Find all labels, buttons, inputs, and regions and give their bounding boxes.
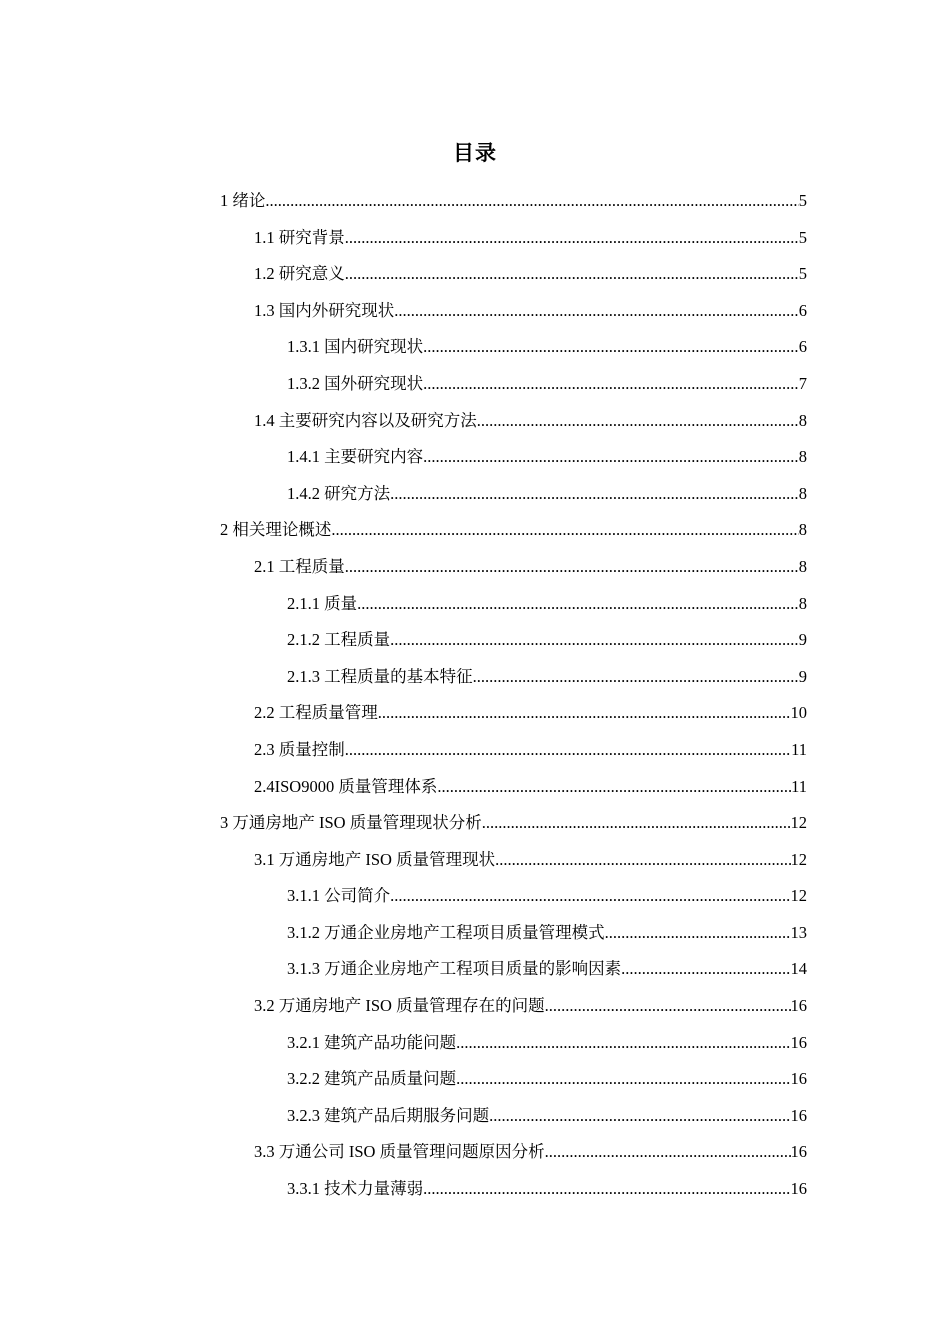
toc-entry-page-number: 8 [798, 410, 807, 430]
toc-entry-title: 3.1.2 万通企业房地产工程项目质量管理模式 [287, 922, 605, 942]
toc-entry-title: 2.4ISO9000 质量管理体系 [254, 776, 438, 796]
dot-leader [378, 695, 791, 732]
toc-entry[interactable] [220, 695, 807, 732]
toc-entry-page-number: 5 [798, 191, 807, 210]
dot-leader [357, 586, 799, 623]
toc-entry-page-number: 16 [790, 1069, 807, 1089]
dot-leader [345, 732, 791, 769]
toc-entry[interactable] [220, 366, 807, 403]
dot-leader [331, 512, 798, 549]
toc-entry-page-number: 16 [790, 1105, 807, 1125]
toc-entry[interactable] [220, 1061, 807, 1098]
toc-entry-page-number: 8 [798, 520, 807, 540]
toc-entry-page-number: 11 [791, 776, 807, 796]
toc-entry-title: 3 万通房地产 ISO 质量管理现状分析 [220, 813, 482, 833]
toc-entry[interactable] [220, 769, 807, 806]
toc-entry-title: 3.2.3 建筑产品后期服务问题 [287, 1105, 490, 1125]
dot-leader [456, 1025, 790, 1062]
dot-leader [482, 805, 791, 842]
toc-entry-page-number: 6 [798, 300, 807, 320]
dot-leader [621, 951, 790, 988]
toc-entry-title: 3.1 万通房地产 ISO 质量管理现状 [254, 849, 496, 869]
dot-leader [423, 329, 799, 366]
toc-entry[interactable] [220, 988, 807, 1025]
toc-title: 目录 [453, 141, 497, 165]
toc-entry-title: 1.4.1 主要研究内容 [287, 447, 424, 467]
toc-entry-title: 1.3 国内外研究现状 [254, 300, 395, 320]
toc-entry[interactable] [220, 329, 807, 366]
toc-entry-page-number: 6 [798, 337, 807, 357]
toc-entry[interactable] [220, 256, 807, 293]
toc-entry-page-number: 16 [790, 1142, 807, 1162]
toc-entry-title: 2.1.1 质量 [287, 593, 358, 613]
dot-leader [394, 293, 799, 330]
toc-entry[interactable] [220, 1171, 807, 1208]
toc-entry-title: 1.3.1 国内研究现状 [287, 337, 424, 357]
dot-leader [345, 256, 799, 293]
toc-entry-page-number: 13 [790, 922, 807, 942]
toc-entry-page-number: 9 [798, 666, 807, 686]
toc-entry-page-number: 5 [798, 264, 807, 284]
dot-leader [423, 1171, 790, 1208]
toc-entry-title: 1 绪论 [220, 191, 266, 210]
dot-leader [390, 878, 790, 915]
toc-entry-page-number: 8 [798, 593, 807, 613]
toc-entry[interactable] [220, 403, 807, 440]
dot-leader [477, 403, 799, 440]
dot-leader [390, 476, 799, 513]
toc-entry[interactable] [220, 1025, 807, 1062]
toc-entry-title: 3.3.1 技术力量薄弱 [287, 1179, 424, 1199]
dot-leader [423, 439, 799, 476]
toc-entry[interactable] [220, 1134, 807, 1171]
toc-entry[interactable] [220, 476, 807, 513]
toc-entry-title: 2.2 工程质量管理 [254, 703, 378, 723]
toc-entry-title: 1.4.2 研究方法 [287, 483, 391, 503]
toc-entry-page-number: 16 [790, 1032, 807, 1052]
dot-leader [605, 915, 791, 952]
toc-entry-page-number: 11 [791, 739, 807, 759]
dot-leader [495, 842, 790, 879]
toc-entry-title: 3.1.3 万通企业房地产工程项目质量的影响因素 [287, 959, 622, 979]
dot-leader [489, 1098, 790, 1135]
dot-leader [345, 220, 799, 257]
dot-leader [473, 659, 799, 696]
toc-entry[interactable] [220, 842, 807, 879]
toc-entry-page-number: 16 [790, 996, 807, 1016]
toc-entry-title: 1.4 主要研究内容以及研究方法 [254, 410, 477, 430]
toc-entry-title: 3.2 万通房地产 ISO 质量管理存在的问题 [254, 996, 545, 1016]
toc-entry-page-number: 12 [790, 813, 807, 833]
toc-entry-title: 2.1.2 工程质量 [287, 630, 391, 650]
toc-entry-title: 1.1 研究背景 [254, 227, 345, 247]
toc-entry[interactable] [220, 622, 807, 659]
toc-entry-page-number: 10 [790, 703, 807, 723]
toc-entry-title: 2.1.3 工程质量的基本特征 [287, 666, 473, 686]
toc-entry[interactable] [220, 951, 807, 988]
toc-entry-title: 2.1 工程质量 [254, 556, 345, 576]
toc-entry[interactable] [220, 805, 807, 842]
toc-entry-title: 1.2 研究意义 [254, 264, 345, 284]
dot-leader [423, 366, 799, 403]
toc-entry[interactable] [220, 1098, 807, 1135]
toc-entry-title: 3.2.1 建筑产品功能问题 [287, 1032, 457, 1052]
toc-entry-page-number: 7 [798, 373, 807, 393]
toc-entry[interactable] [220, 512, 807, 549]
dot-leader [390, 622, 799, 659]
toc-entry-title: 3.2.2 建筑产品质量问题 [287, 1069, 457, 1089]
toc-entry[interactable] [220, 878, 807, 915]
toc-entry-page-number: 16 [790, 1179, 807, 1199]
dot-leader [545, 1134, 791, 1171]
toc-entry[interactable] [220, 549, 807, 586]
dot-leader [437, 769, 791, 806]
dot-leader [456, 1061, 790, 1098]
toc-entry-title: 1.3.2 国外研究现状 [287, 373, 424, 393]
toc-entry[interactable] [220, 220, 807, 257]
toc-entry-page-number: 8 [798, 483, 807, 503]
table-of-contents [220, 183, 807, 1208]
toc-entry-page-number: 14 [790, 959, 807, 979]
toc-entry[interactable] [220, 915, 807, 952]
toc-entry-page-number: 12 [790, 886, 807, 906]
toc-entry[interactable] [220, 293, 807, 330]
toc-entry[interactable] [220, 439, 807, 476]
toc-entry-page-number: 9 [798, 630, 807, 650]
toc-entry-title: 3.3 万通公司 ISO 质量管理问题原因分析 [254, 1142, 545, 1162]
toc-entry-page-number: 12 [790, 849, 807, 869]
toc-entry[interactable] [220, 732, 807, 769]
toc-entry-title: 2 相关理论概述 [220, 520, 332, 540]
toc-entry[interactable] [220, 183, 807, 220]
toc-entry-page-number: 5 [798, 227, 807, 247]
dot-leader [345, 549, 799, 586]
toc-entry-title: 3.1.1 公司简介 [287, 886, 391, 906]
toc-entry[interactable] [220, 586, 807, 623]
toc-entry[interactable] [220, 659, 807, 696]
dot-leader [545, 988, 791, 1025]
toc-entry-page-number: 8 [798, 447, 807, 467]
toc-entry-title: 2.3 质量控制 [254, 739, 345, 759]
toc-entry-page-number: 8 [798, 556, 807, 576]
dot-leader [265, 183, 798, 220]
